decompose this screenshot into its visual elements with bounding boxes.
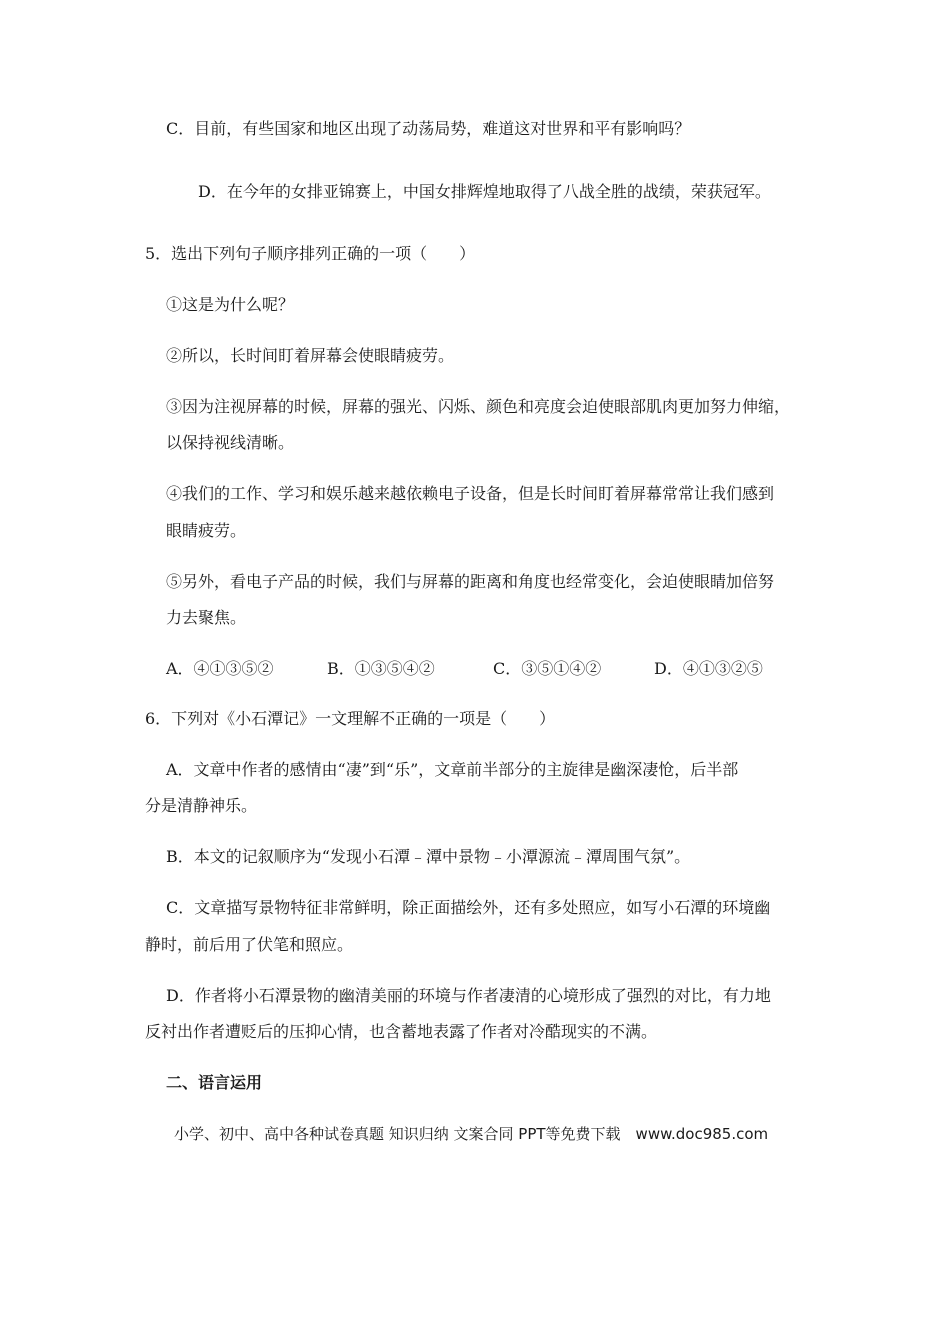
q5-option-c: C．③⑤①④② xyxy=(493,659,602,678)
q6-option-d-line-1: D．作者将小石潭景物的幽清美丽的环境与作者凄清的心境形成了强烈的对比，有力地 xyxy=(166,986,771,1005)
q5-sentence-1: ①这是为什么呢？ xyxy=(166,295,295,314)
q6-option-c-line-2: 静时，前后用了伏笔和照应。 xyxy=(145,935,354,954)
q5-sentence-5-line-2: 力去聚焦。 xyxy=(166,608,247,627)
q4-option-d: D．在今年的女排亚锦赛上，中国女排辉煌地取得了八战全胜的战绩，荣获冠军。 xyxy=(198,182,771,201)
page-footer: 小学、初中、高中各种试卷真题 知识归纳 文案合同 PPT等免费下载 www.doc985.com xyxy=(174,1125,769,1143)
q6-option-c-line-1: C．文章描写景物特征非常鲜明，除正面描绘外，还有多处照应，如写小石潭的环境幽 xyxy=(166,898,771,917)
q6-option-b: B．本文的记叙顺序为“发现小石潭﹣潭中景物﹣小潭源流﹣潭周围气氛”。 xyxy=(166,847,691,866)
q6-stem: 6．下列对《小石潭记》一文理解不正确的一项是（ ） xyxy=(145,709,556,728)
q5-sentence-5-line-1: ⑤另外，看电子产品的时候，我们与屏幕的距离和角度也经常变化，会迫使眼睛加倍努 xyxy=(166,572,775,591)
q6-option-a-line-1: A．文章中作者的感情由“凄”到“乐”，文章前半部分的主旋律是幽深凄怆，后半部 xyxy=(166,760,739,779)
q5-stem: 5．选出下列句子顺序排列正确的一项（ ） xyxy=(145,244,476,263)
q5-sentence-2: ②所以，长时间盯着屏幕会使眼睛疲劳。 xyxy=(166,346,455,365)
q5-option-b: B．①③⑤④② xyxy=(327,659,435,678)
q5-option-a: A．④①③⑤② xyxy=(166,659,274,678)
q5-sentence-3-line-1: ③因为注视屏幕的时候，屏幕的强光、闪烁、颜色和亮度会迫使眼部肌肉更加努力伸缩， xyxy=(166,397,791,416)
section-2-title: 二、语言运用 xyxy=(166,1073,263,1092)
q5-sentence-3-line-2: 以保持视线清晰。 xyxy=(166,433,295,452)
q6-option-a-line-2: 分是清静神乐。 xyxy=(145,796,258,815)
q5-option-d: D．④①③②⑤ xyxy=(654,659,763,678)
q5-sentence-4-line-2: 眼睛疲劳。 xyxy=(166,521,247,540)
q4-option-c: C．目前，有些国家和地区出现了动荡局势，难道这对世界和平有影响吗？ xyxy=(166,119,691,138)
q5-sentence-4-line-1: ④我们的工作、学习和娱乐越来越依赖电子设备，但是长时间盯着屏幕常常让我们感到 xyxy=(166,484,775,503)
q6-option-d-line-2: 反衬出作者遭贬后的压抑心情，也含蓄地表露了作者对冷酷现实的不满。 xyxy=(145,1022,658,1041)
